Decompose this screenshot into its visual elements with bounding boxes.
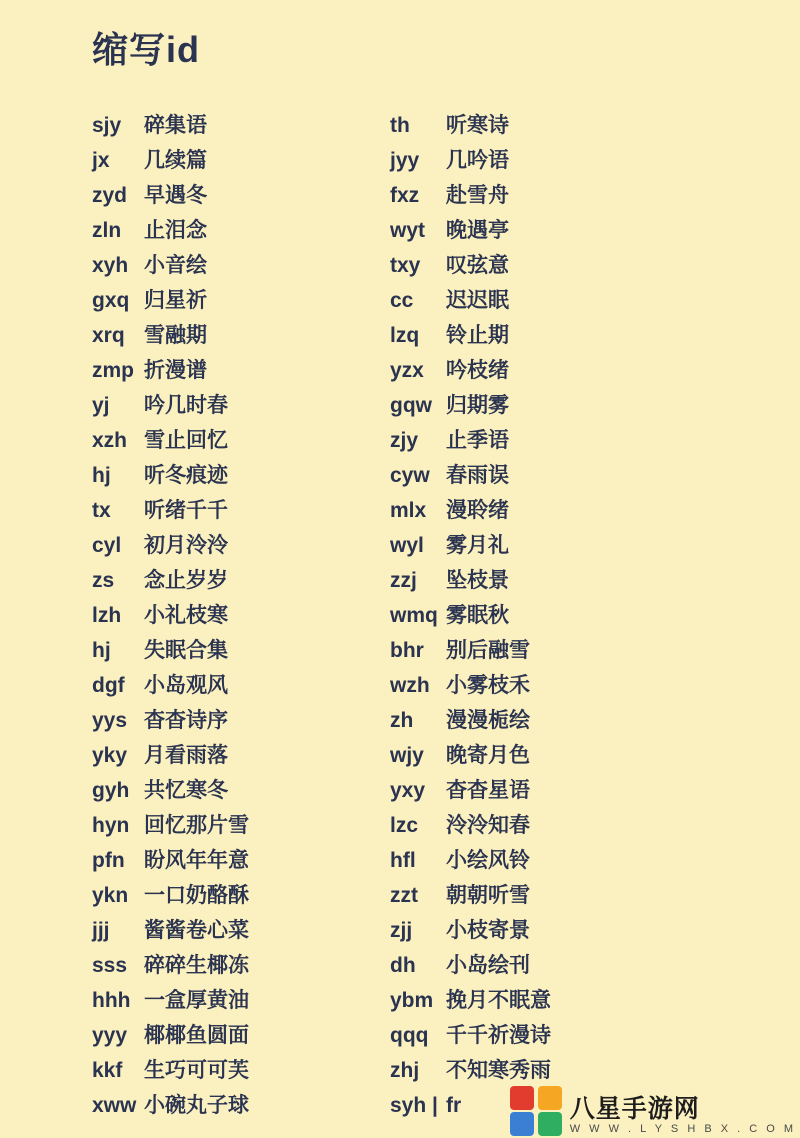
abbr-word: 雾眠秋 <box>446 604 509 627</box>
abbr-code: xrq <box>92 324 125 347</box>
abbr-word: fr <box>446 1094 462 1117</box>
list-item <box>92 178 350 213</box>
abbr-word: 小礼枝寒 <box>144 604 228 627</box>
abbr-word: 几吟语 <box>446 149 509 172</box>
list-item <box>390 108 800 143</box>
abbr-code: gxq <box>92 289 130 312</box>
abbr-code: xzh <box>92 429 128 452</box>
watermark <box>510 1086 796 1136</box>
abbr-word: 漫聆绪 <box>446 499 509 522</box>
abbr-word: 一盒厚黄油 <box>144 989 249 1012</box>
abbr-code: zln <box>92 219 122 242</box>
abbr-word: 小枝寄景 <box>446 919 530 942</box>
list-item <box>390 703 800 738</box>
abbr-code: txy <box>390 254 421 277</box>
abbr-word: 挽月不眠意 <box>446 989 551 1012</box>
abbr-code: zs <box>92 569 115 592</box>
list-item <box>92 983 350 1018</box>
abbr-code: wzh <box>390 674 430 697</box>
abbr-code: sss <box>92 954 128 977</box>
list-item <box>390 178 800 213</box>
list-item <box>92 388 350 423</box>
list-item <box>390 773 800 808</box>
page-title: 缩写id <box>92 29 200 70</box>
abbr-code: lzq <box>390 324 420 347</box>
list-item <box>92 458 350 493</box>
abbr-code: bhr <box>390 639 424 662</box>
abbr-code: th <box>390 114 410 137</box>
list-item <box>390 913 800 948</box>
abbr-code: gyh <box>92 779 130 802</box>
list-item <box>92 878 350 913</box>
list-item <box>92 633 350 668</box>
abbr-word: 赴雪舟 <box>446 184 509 207</box>
abbr-word: 止泪念 <box>144 219 207 242</box>
list-item <box>390 248 800 283</box>
list-item <box>92 913 350 948</box>
abbr-word: 坠枝景 <box>446 569 509 592</box>
abbr-code: zzt <box>390 884 418 907</box>
abbr-code: tx <box>92 499 111 522</box>
abbr-word: 不知寒秀雨 <box>446 1059 551 1082</box>
list-item <box>92 143 350 178</box>
abbr-word: 雪融期 <box>144 324 207 347</box>
list-item <box>390 388 800 423</box>
abbr-code: yj <box>92 394 110 417</box>
abbr-code: gqw <box>390 394 432 417</box>
list-item <box>390 1053 800 1088</box>
abbr-code: yxy <box>390 779 426 802</box>
abbr-word: 小岛观风 <box>144 674 228 697</box>
abbr-code: yyy <box>92 1024 128 1047</box>
abbr-code: wjy <box>390 744 424 767</box>
watermark-site-url: W W W . L Y S H B X . C O M <box>569 1123 796 1135</box>
abbr-code: yzx <box>390 359 424 382</box>
abbr-code: kkf <box>92 1059 123 1082</box>
abbr-code: pfn <box>92 849 125 872</box>
abbr-word: 杳杳诗序 <box>144 709 228 732</box>
list-item <box>390 318 800 353</box>
abbr-code: mlx <box>390 499 427 522</box>
list-item <box>92 1053 350 1088</box>
abbr-word: 小音绘 <box>144 254 207 277</box>
abbr-word: 念止岁岁 <box>144 569 228 592</box>
abbr-word: 迟迟眠 <box>446 289 509 312</box>
abbr-code: zh <box>390 709 414 732</box>
list-item <box>92 738 350 773</box>
abbr-code: cyl <box>92 534 122 557</box>
list-item <box>390 598 800 633</box>
abbr-code: yky <box>92 744 128 767</box>
list-item <box>390 528 800 563</box>
abbr-word: 小岛绘刊 <box>446 954 530 977</box>
abbr-code: syh | <box>390 1094 438 1117</box>
abbr-word: 小雾枝禾 <box>446 674 530 697</box>
abbr-word: 小绘风铃 <box>446 849 530 872</box>
abbr-code: dgf <box>92 674 125 697</box>
abbr-word: 小碗丸子球 <box>144 1094 249 1117</box>
list-item <box>390 948 800 983</box>
abbr-code: xyh <box>92 254 129 277</box>
list-item <box>390 983 800 1018</box>
abbr-code: cc <box>390 289 414 312</box>
abbr-code: qqq <box>390 1024 429 1047</box>
list-item <box>92 1088 350 1123</box>
abbr-code: fxz <box>390 184 420 207</box>
abbr-word: 吟几时春 <box>144 394 228 417</box>
site-logo-icon <box>510 1086 564 1136</box>
abbr-code: ykn <box>92 884 129 907</box>
column-right <box>350 108 800 1123</box>
abbr-word: 吟枝绪 <box>446 359 509 382</box>
list-item <box>390 668 800 703</box>
list-item <box>390 493 800 528</box>
abbr-word: 碎碎生椰冻 <box>144 954 249 977</box>
abbr-word: 碎集语 <box>144 114 207 137</box>
abbr-word: 晚寄月色 <box>446 744 530 767</box>
abbr-code: wyt <box>390 219 426 242</box>
abbr-code: jyy <box>390 149 420 172</box>
abbr-word: 千千祈漫诗 <box>446 1024 551 1047</box>
watermark-site-name: 八星手游网 <box>569 1095 700 1123</box>
abbr-word: 铃止期 <box>446 324 509 347</box>
abbr-word: 晚遇亭 <box>446 219 509 242</box>
list-item <box>92 773 350 808</box>
abbr-code: lzc <box>390 814 419 837</box>
abbr-code: zyd <box>92 184 128 207</box>
abbr-code: zjy <box>390 429 419 452</box>
abbr-word: 止季语 <box>446 429 509 452</box>
abbr-code: dh <box>390 954 416 977</box>
abbr-word: 春雨误 <box>446 464 509 487</box>
list-item <box>92 213 350 248</box>
list-item <box>92 948 350 983</box>
list-item <box>92 598 350 633</box>
abbr-word: 听冬痕迹 <box>144 464 228 487</box>
abbr-code: jjj <box>92 919 110 942</box>
list-item <box>92 353 350 388</box>
abbr-code: zzj <box>390 569 417 592</box>
list-item <box>390 353 800 388</box>
abbr-code: ybm <box>390 989 434 1012</box>
abbr-word: 泠泠知春 <box>446 814 530 837</box>
abbr-word: 失眠合集 <box>144 639 228 662</box>
abbr-word: 雾月礼 <box>446 534 509 557</box>
abbr-code: jx <box>92 149 110 172</box>
list-item <box>92 108 350 143</box>
abbr-code: sjy <box>92 114 122 137</box>
abbr-word: 初月泠泠 <box>144 534 228 557</box>
abbr-word: 雪止回忆 <box>144 429 228 452</box>
abbr-word: 早遇冬 <box>144 184 207 207</box>
abbr-word: 月看雨落 <box>144 744 228 767</box>
list-item <box>390 213 800 248</box>
abbr-code: hyn <box>92 814 130 837</box>
column-left <box>0 108 350 1123</box>
abbr-code: zhj <box>390 1059 420 1082</box>
abbr-code: yys <box>92 709 128 732</box>
abbr-code: hj <box>92 464 111 487</box>
abbr-word: 听寒诗 <box>446 114 509 137</box>
list-item <box>390 283 800 318</box>
abbreviation-list <box>0 108 800 1123</box>
abbr-word: 椰椰鱼圆面 <box>144 1024 249 1047</box>
list-item <box>92 808 350 843</box>
abbr-word: 一口奶酪酥 <box>144 884 249 907</box>
list-item <box>92 423 350 458</box>
abbr-code: cyw <box>390 464 430 487</box>
list-item <box>390 458 800 493</box>
abbr-code: hfl <box>390 849 416 872</box>
list-item <box>390 633 800 668</box>
list-item <box>92 283 350 318</box>
abbr-word: 酱酱卷心菜 <box>144 919 249 942</box>
abbr-word: 共忆寒冬 <box>144 779 228 802</box>
abbr-code: wmq <box>390 604 438 627</box>
abbr-word: 折漫谱 <box>144 359 207 382</box>
list-item <box>390 1018 800 1053</box>
list-item <box>92 248 350 283</box>
abbr-word: 回忆那片雪 <box>144 814 249 837</box>
abbr-code: xww <box>92 1094 137 1117</box>
list-item <box>92 563 350 598</box>
abbr-word: 朝朝听雪 <box>446 884 530 907</box>
watermark-text <box>570 1095 796 1136</box>
list-item <box>92 668 350 703</box>
abbr-word: 叹弦意 <box>446 254 509 277</box>
abbr-word: 漫漫栀绘 <box>446 709 530 732</box>
list-item <box>390 143 800 178</box>
list-item <box>92 843 350 878</box>
abbr-word: 听绪千千 <box>144 499 228 522</box>
abbr-word: 归星祈 <box>144 289 207 312</box>
abbr-word: 杳杳星语 <box>446 779 530 802</box>
list-item <box>92 528 350 563</box>
list-item <box>92 703 350 738</box>
list-item <box>390 738 800 773</box>
list-item <box>92 318 350 353</box>
list-item <box>390 843 800 878</box>
list-item <box>390 808 800 843</box>
abbr-code: hhh <box>92 989 131 1012</box>
abbr-word: 归期雾 <box>446 394 509 417</box>
abbr-word: 别后融雪 <box>446 639 530 662</box>
abbr-word: 盼风年年意 <box>144 849 249 872</box>
abbr-word: 生巧可可芙 <box>144 1059 249 1082</box>
abbr-word: 几续篇 <box>144 149 207 172</box>
abbr-code: zjj <box>390 919 413 942</box>
abbr-code: hj <box>92 639 111 662</box>
list-item <box>92 493 350 528</box>
list-item <box>390 878 800 913</box>
abbr-code: lzh <box>92 604 122 627</box>
list-item <box>92 1018 350 1053</box>
abbr-code: zmp <box>92 359 134 382</box>
list-item <box>390 423 800 458</box>
abbr-code: wyl <box>390 534 424 557</box>
list-item <box>390 563 800 598</box>
